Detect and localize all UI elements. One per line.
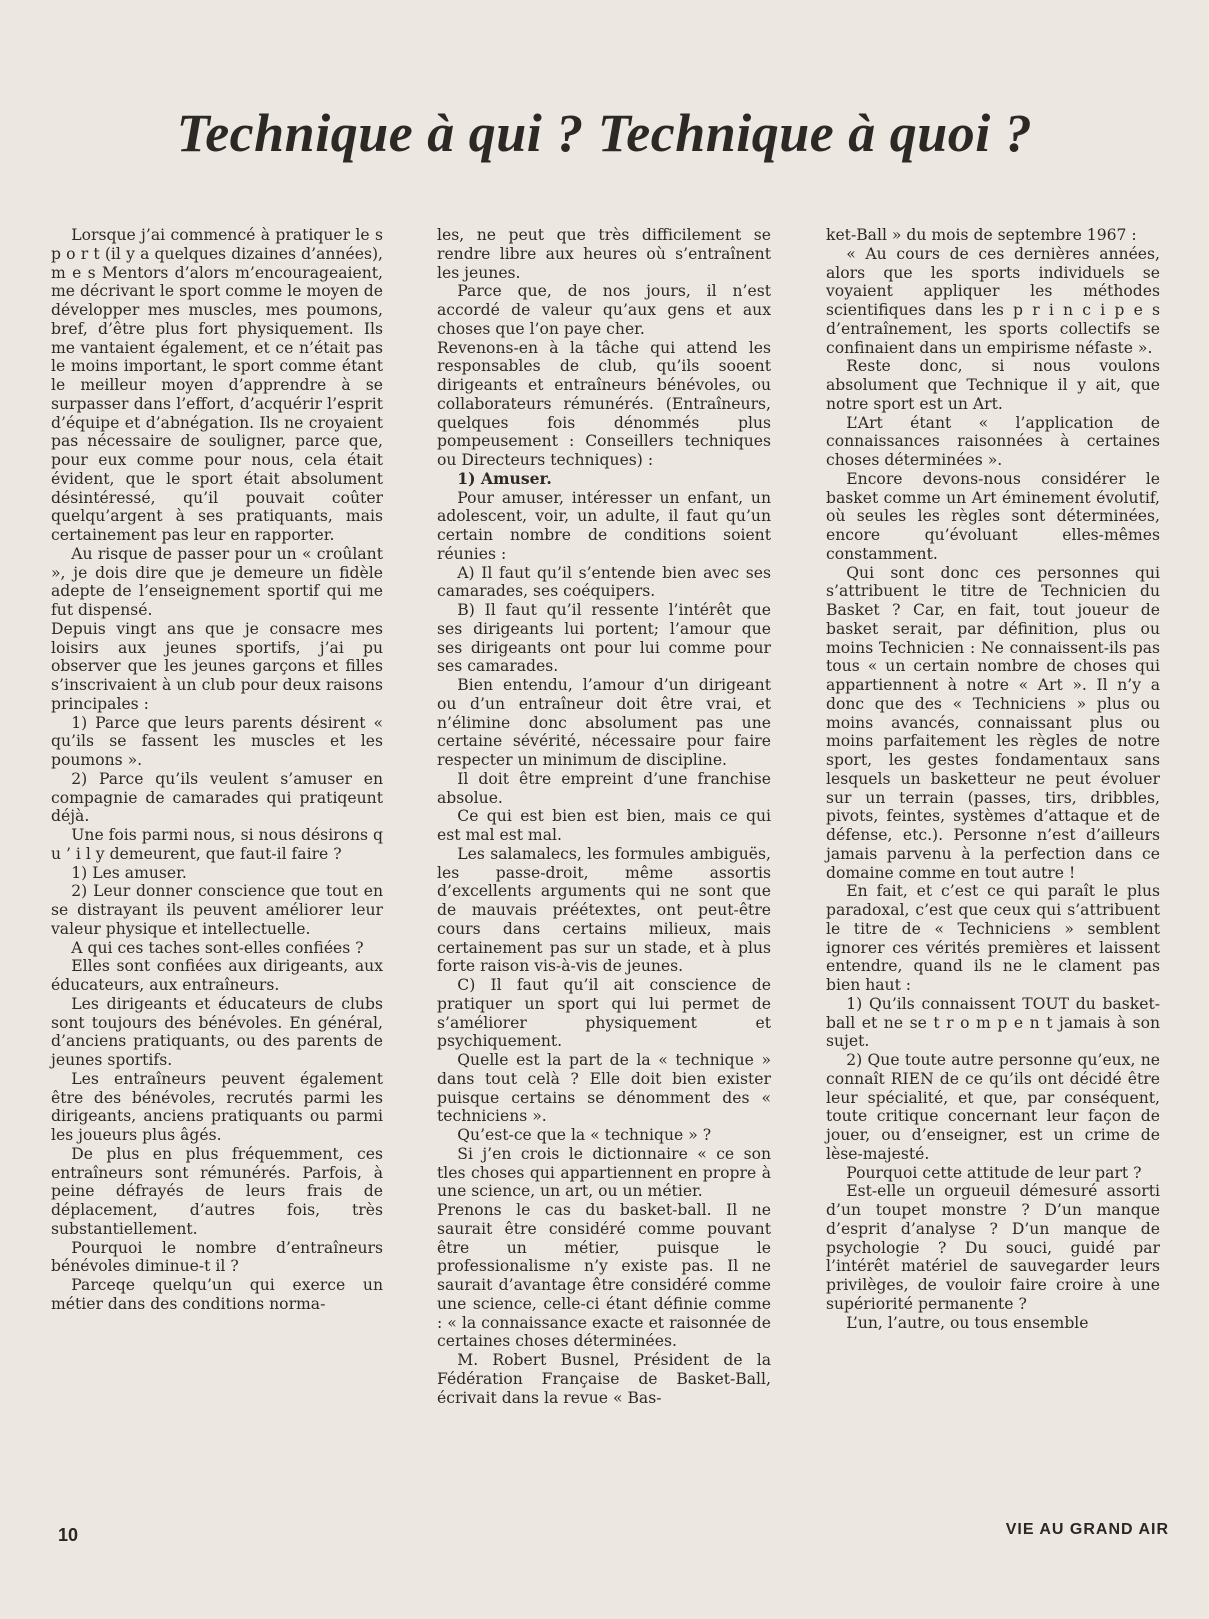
paragraph: Parceqe quelqu’un qui exerce un métier dans des conditions norma-: [51, 1276, 383, 1313]
paragraph: Les entraîneurs peuvent également être des bénévoles, recrutés parmi les dirigeants, anciens pratiquants ou parmi les joueurs plus âgés.: [51, 1069, 383, 1144]
paragraph: 1) Parce que leurs parents désirent « qu’ils se fassent les muscles et les poumons ».: [51, 713, 383, 769]
paragraph: Quelle est la part de la « technique » dans tout celà ? Elle doit bien exister puisque certains se dénomment des « techniciens ».: [437, 1051, 771, 1126]
text-column-1: [51, 226, 383, 1314]
page-number: 10: [58, 1525, 79, 1545]
paragraph: 2) Parce qu’ils veulent s’amuser en compagnie de camarades qui pratiqeunt déjà.: [51, 769, 383, 826]
paragraph: Parce que, de nos jours, il n’est accordé de valeur qu’aux gens et aux choses que l’on paye cher.: [437, 282, 771, 338]
paragraph: Prenons le cas du basket-ball. Il ne saurait être considéré comme pouvant être un métier, puisque le professionalisme n’y existe pas. Il ne saurait d’avantage être considéré comme une science, celle-ci étant définie comme : « la connaissance exacte et raisonnée de certaines choses déterminées.: [437, 1201, 771, 1351]
text-column-2: [437, 226, 771, 1407]
paragraph: L’Art étant « l’application de connaissances raisonnées à certaines choses déterminées ».: [826, 413, 1160, 469]
paragraph: Qu’est-ce que la « technique » ?: [457, 1126, 712, 1144]
paragraph: Pour amuser, intéresser un enfant, un adolescent, voir, un adulte, il faut qu’un certain nombre de conditions soient réunies :: [437, 488, 771, 563]
paragraph: Qui sont donc ces personnes qui s’attribuent le titre de Technicien du Basket ? Car, en fait, tout joueur de basket serait, par définition, plus ou moins Technicien : Ne connaissent-ils pas tous « un certain nombre de choses qui appartiennent à notre « Art ». Il n’y a donc que des « Techniciens » plus ou moins avancés, connaissant plus ou moins parfaitement les règles de notre sport, les gestes fondamentaux sans lesquels un basketteur ne peut évoluer sur un terrain (passes, tirs, dribbles, pivots, feintes, systèmes d’attaque et de défense, etc.). Personne n’est d’ailleurs jamais parvenu à la perfection dans ce domaine comme en tout autre !: [826, 563, 1160, 882]
paragraph: « Au cours de ces dernières années, alors que les sports individuels se voyaient appliquer les méthodes scientifiques dans les p r i n c i p e s d’entraînement, les sports collectifs se confinaient dans un empirisme néfaste ».: [826, 244, 1160, 357]
paragraph: 1) Les amuser.: [71, 863, 187, 882]
paragraph: Encore devons-nous considérer le basket comme un Art éminement évolutif, où seules les règles sont déterminées, encore qu’évoluant elles-mêmes constamment.: [826, 469, 1160, 563]
text-column-3: [826, 226, 1160, 1332]
paragraph: 1) Amuser.: [457, 468, 552, 488]
paragraph: Les salamalecs, les formules ambiguës, les passe-droit, même assortis d’excellents arguments qui ne sont que de mauvais préétextes, ont peut-être cours dans certains milieux, mais certainement pas sur un stade, et à plus forte raison vis-à-vis de jeunes.: [437, 844, 771, 976]
paragraph: A) Il faut qu’il s’entende bien avec ses camarades, ses coéquipers.: [437, 563, 771, 601]
paragraph: De plus en plus fréquemment, ces entraîneurs sont rémunérés. Parfois, à peine défrayés de leurs frais de déplacement, d’autres fois, très substantiellement.: [51, 1144, 383, 1238]
paragraph: Au risque de passer pour un « croûlant », je dois dire que je demeure un fidèle adepte de l’enseignement sportif qui me fut dispensé.: [51, 544, 383, 619]
paragraph: C) Il faut qu’il ait conscience de pratiquer un sport qui lui permet de s’améliorer physiquement et psychiquement.: [437, 976, 771, 1051]
paragraph: Pourquoi cette attitude de leur part ?: [846, 1163, 1142, 1182]
paragraph: ket-Ball » du mois de septembre 1967 :: [826, 226, 1137, 244]
paragraph: M. Robert Busnel, Président de la Fédération Française de Basket-Ball, écrivait dans la revue « Bas-: [437, 1351, 771, 1407]
magazine-name: VIE AU GRAND AIR: [1005, 1521, 1169, 1538]
paragraph: les, ne peut que très difficilement se rendre libre aux heures où s’entraînent les jeunes.: [437, 226, 771, 282]
paragraph: B) Il faut qu’il ressente l’intérêt que ses dirigeants lui portent; l’amour que ses dirigeants ont pour lui comme pour ses camarades.: [437, 601, 771, 676]
paragraph: Bien entendu, l’amour d’un dirigeant ou d’un entraîneur doit être vrai, et n’élimine donc absolument pas une certaine sévérité, nécessaire pour faire respecter un minimum de discipline.: [437, 676, 771, 769]
paragraph: L’un, l’autre, ou tous ensemble: [846, 1313, 1089, 1332]
paragraph: Elles sont confiées aux dirigeants, aux éducateurs, aux entraîneurs.: [51, 957, 383, 994]
paragraph: Pourquoi le nombre d’entraîneurs bénévoles diminue-t il ?: [51, 1238, 383, 1276]
paragraph: 2) Que toute autre personne qu’eux, ne connaît RIEN de ce qu’ils ont décidé être leur spécialité, et que, par conséquent, toute critique concernant leur façon de jouer, ou d’enseigner, est un crime de lèse-majesté.: [826, 1051, 1160, 1163]
paragraph: Reste donc, si nous voulons absolument que Technique il y ait, que notre sport est un Art.: [826, 357, 1160, 413]
paragraph: Revenons-en à la tâche qui attend les responsables de club, qu’ils sooent dirigeants et entraîneurs bénévoles, ou collaborateurs rémunérés. (Entraîneurs, quelques fois dénommés plus pompeusement : Conseillers techniques ou Directeurs techniques) :: [437, 338, 771, 469]
paragraph: Les dirigeants et éducateurs de clubs sont toujours des bénévoles. En général, d’anciens pratiquants, ou des parents de jeunes sportifs.: [51, 994, 383, 1069]
article-title: Technique à qui ? Technique à quoi ?: [176, 103, 1033, 164]
paragraph: Il doit être empreint d’une franchise absolue.: [437, 769, 771, 807]
paragraph: Ce qui est bien est bien, mais ce qui est mal est mal.: [437, 807, 771, 844]
paragraph: 2) Leur donner conscience que tout en se distrayant ils peuvent améliorer leur valeur physique et intellectuelle.: [51, 882, 383, 938]
paragraph: Est-elle un orgueuil démesuré assorti d’un toupet monstre ? D’un manque d’esprit d’analyse ? D’un manque de psychologie ? Du souci, guidé par l’intérêt matériel de sauvegarder leurs privilèges, de vouloir faire croire à une supériorité permanente ?: [826, 1182, 1160, 1313]
paragraph: Une fois parmi nous, si nous désirons q u ’ i l y demeurent, que faut-il faire ?: [51, 826, 384, 863]
paragraph: 1) Qu’ils connaissent TOUT du basket-ball et ne se t r o m p e n t jamais à son sujet.: [826, 994, 1160, 1051]
paragraph: Depuis vingt ans que je consacre mes loisirs aux jeunes sportifs, j’ai pu observer que les jeunes garçons et filles s’inscrivaient à un club pour deux raisons principales :: [51, 619, 383, 713]
paragraph: En fait, et c’est ce qui paraît le plus paradoxal, c’est que ceux qui s’attribuent le titre de « Techniciens » semblent ignorer ces vérités premières et laissent entendre, quand ils ne le clament pas bien haut :: [826, 882, 1160, 994]
paragraph: Lorsque j’ai commencé à pratiquer le s p o r t (il y a quelques dizaines d’années), m e s Mentors d’alors m’encourageaient, me décrivant le sport comme le moyen de développer mes muscles, mes poumons, bref, d’être plus fort physiquement. Ils me vantaient également, et ce n’était pas le moins important, le sport comme étant le meilleur moyen d’apprendre à se surpasser dans l’effort, d’acquérir l’esprit d’équipe et d’abnégation. Ils ne croyaient pas nécessaire de souligner, parce que, pour eux comme pour nous, cela était évident, que le sport était absolument désintéressé, qu’il pouvait coûter quelqu’argent à ses pratiquants, mais certainement pas leur en rapporter.: [51, 226, 383, 544]
paragraph: Si j’en crois le dictionnaire « ce son tles choses qui appartiennent en propre à une science, un art, ou un métier.: [437, 1144, 771, 1201]
paragraph: A qui ces taches sont-elles confiées ?: [71, 938, 364, 957]
